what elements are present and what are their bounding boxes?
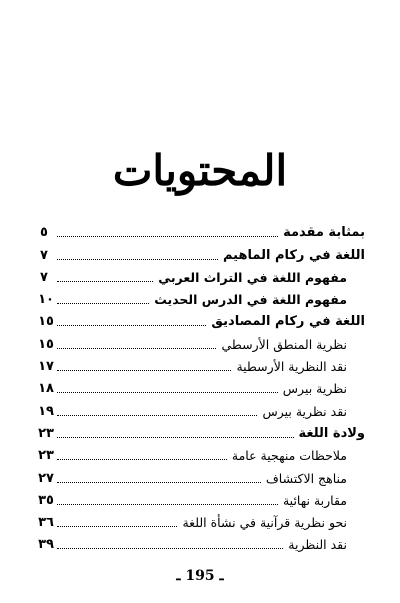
toc-title: مقاربة نهائية (282, 492, 347, 508)
toc-entry[interactable] (40, 508, 365, 530)
toc-title: نقد نظرية بيرس (262, 403, 347, 419)
leader-dots (57, 281, 153, 282)
toc-entry[interactable] (40, 530, 365, 552)
toc-entry[interactable] (40, 218, 365, 240)
toc-title: نقد النظرية (288, 537, 347, 553)
toc-entry[interactable] (40, 463, 365, 485)
leader-dots (57, 303, 149, 304)
toc-entry[interactable] (40, 441, 365, 463)
toc-page: ٣٩ (38, 537, 54, 553)
table-of-contents (40, 218, 365, 552)
toc-page: ١٨ (38, 381, 54, 397)
toc-title: نقد النظرية الأرسطية (236, 359, 347, 375)
leader-dots (57, 459, 227, 460)
toc-page: ٥ (40, 225, 48, 241)
toc-title: نحو نظرية قرآنية في نشأة اللغة (182, 515, 347, 531)
leader-dots (57, 437, 294, 438)
toc-entry[interactable] (40, 263, 365, 285)
toc-entry[interactable] (40, 486, 365, 508)
toc-title: نظرية المنطق الأرسطي (221, 336, 347, 352)
toc-page: ١٥ (38, 314, 54, 330)
toc-title: مناهج الاكتشاف (265, 470, 347, 486)
contents-heading: المحتويات (112, 146, 288, 195)
toc-page: ٢٣ (38, 448, 54, 464)
toc-title: ولادة اللغة (298, 425, 365, 441)
leader-dots (57, 548, 283, 549)
leader-dots (57, 370, 231, 371)
leader-dots (57, 236, 278, 237)
toc-entry[interactable] (40, 307, 365, 329)
toc-title: اللغة في ركام الماهيم (222, 247, 365, 263)
toc-page: ٢٧ (38, 470, 54, 486)
toc-entry[interactable] (40, 419, 365, 441)
leader-dots (57, 504, 278, 505)
toc-title: نظرية بيرس (282, 381, 347, 397)
toc-title: مفهوم اللغة في الدرس الحديث (154, 292, 347, 308)
toc-page: ١٩ (38, 403, 54, 419)
toc-page: ٧ (40, 247, 48, 263)
toc-entry[interactable] (40, 329, 365, 351)
leader-dots (57, 526, 177, 527)
toc-page: ٣٦ (38, 515, 54, 531)
toc-page: ٣٥ (38, 492, 54, 508)
leader-dots (57, 259, 218, 260)
toc-page: ١٧ (38, 359, 54, 375)
page-number: ـ 195 ـ (176, 568, 224, 584)
toc-entry[interactable] (40, 374, 365, 396)
toc-entry[interactable] (40, 396, 365, 418)
toc-page: ٧ (40, 269, 48, 285)
leader-dots (57, 392, 278, 393)
toc-title: اللغة في ركام المصاديق (211, 314, 365, 330)
leader-dots (57, 415, 257, 416)
toc-page: ٢٣ (38, 425, 54, 441)
leader-dots (57, 482, 261, 483)
toc-entry[interactable] (40, 285, 365, 307)
toc-page: ١٥ (38, 336, 54, 352)
toc-page: ١٠ (38, 292, 54, 308)
leader-dots (57, 348, 216, 349)
toc-title: مفهوم اللغة في التراث العربي (158, 269, 347, 285)
toc-entry[interactable] (40, 240, 365, 262)
leader-dots (57, 325, 206, 326)
toc-title: ملاحظات منهجية عامة (231, 448, 347, 464)
toc-title: بمثابة مقدمة (283, 225, 365, 241)
toc-entry[interactable] (40, 352, 365, 374)
